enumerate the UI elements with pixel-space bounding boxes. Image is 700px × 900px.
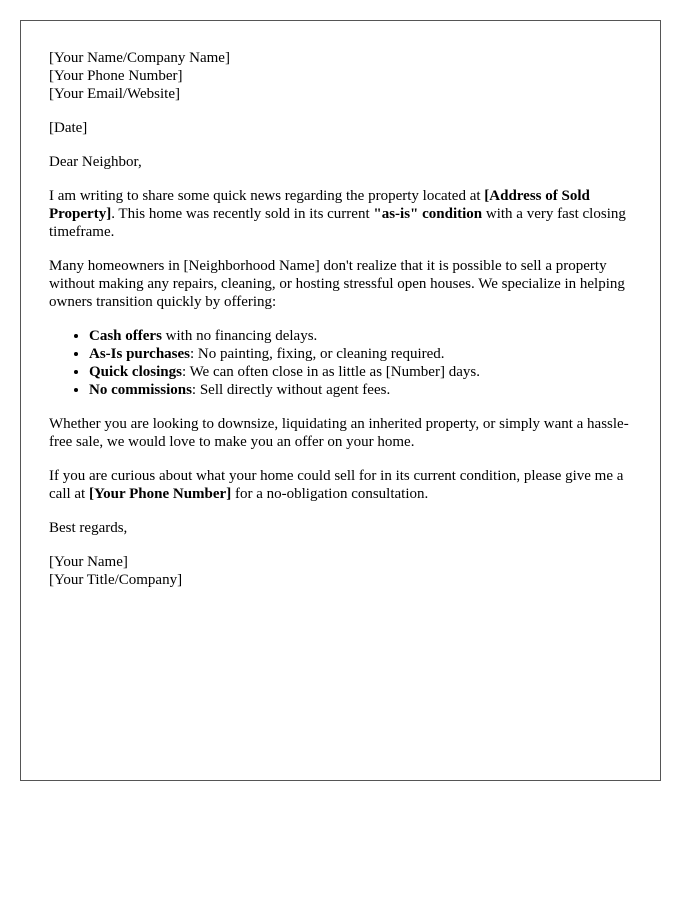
- list-item: [89, 381, 632, 399]
- sender-name: [Your Name/Company Name]: [49, 50, 230, 66]
- date: [Date]: [49, 120, 88, 136]
- item-text: with no financing delays.: [161, 328, 318, 344]
- item-text: : We can often close in as little as [Number] days.: [181, 364, 480, 380]
- list-item: [89, 327, 632, 345]
- letter-page: [20, 20, 661, 781]
- text: for a no-obligation consultation.: [231, 486, 429, 502]
- text: I am writing to share some quick news regarding the property located at: [49, 188, 485, 204]
- condition-emphasis: "as-is" condition: [373, 206, 483, 222]
- sender-phone: [Your Phone Number]: [49, 68, 183, 84]
- item-text: : Sell directly without agent fees.: [191, 382, 391, 398]
- salutation: Dear Neighbor,: [49, 154, 142, 170]
- paragraph-call: [49, 467, 632, 503]
- item-text: : No painting, fixing, or cleaning required.: [190, 346, 445, 362]
- list-item: [89, 345, 632, 363]
- item-bold: As-Is purchases: [89, 346, 190, 362]
- signature-title: [Your Title/Company]: [49, 572, 183, 588]
- property-address: [Address of Sold Property]: [49, 188, 590, 222]
- text: If you are curious about what your home could sell for in its current condition, please give me a call at: [49, 468, 624, 502]
- text: with a very fast closing timeframe.: [49, 206, 626, 240]
- phone-emphasis: [Your Phone Number]: [88, 486, 232, 502]
- closing: Best regards,: [49, 520, 128, 536]
- benefits-list: [49, 327, 632, 399]
- signature-name: [Your Name]: [49, 554, 128, 570]
- item-bold: Cash offers: [89, 328, 162, 344]
- paragraph-intro: [49, 187, 632, 241]
- paragraph-situations: Whether you are looking to downsize, liquidating an inherited property, or simply want a hassle-free sale, we would love to make you an offer on your home.: [49, 416, 629, 450]
- list-item: [89, 363, 632, 381]
- sender-email: [Your Email/Website]: [49, 86, 181, 102]
- item-bold: Quick closings: [89, 364, 182, 380]
- paragraph-offer: Many homeowners in [Neighborhood Name] don't realize that it is possible to sell a property without making any repairs, cleaning, or hosting stressful open houses. We specialize in helping owners transition quickly by offering:: [49, 258, 625, 310]
- signature-block: [49, 553, 632, 589]
- text: . This home was recently sold in its current: [111, 206, 374, 222]
- sender-block: [49, 49, 632, 103]
- item-bold: No commissions: [89, 382, 192, 398]
